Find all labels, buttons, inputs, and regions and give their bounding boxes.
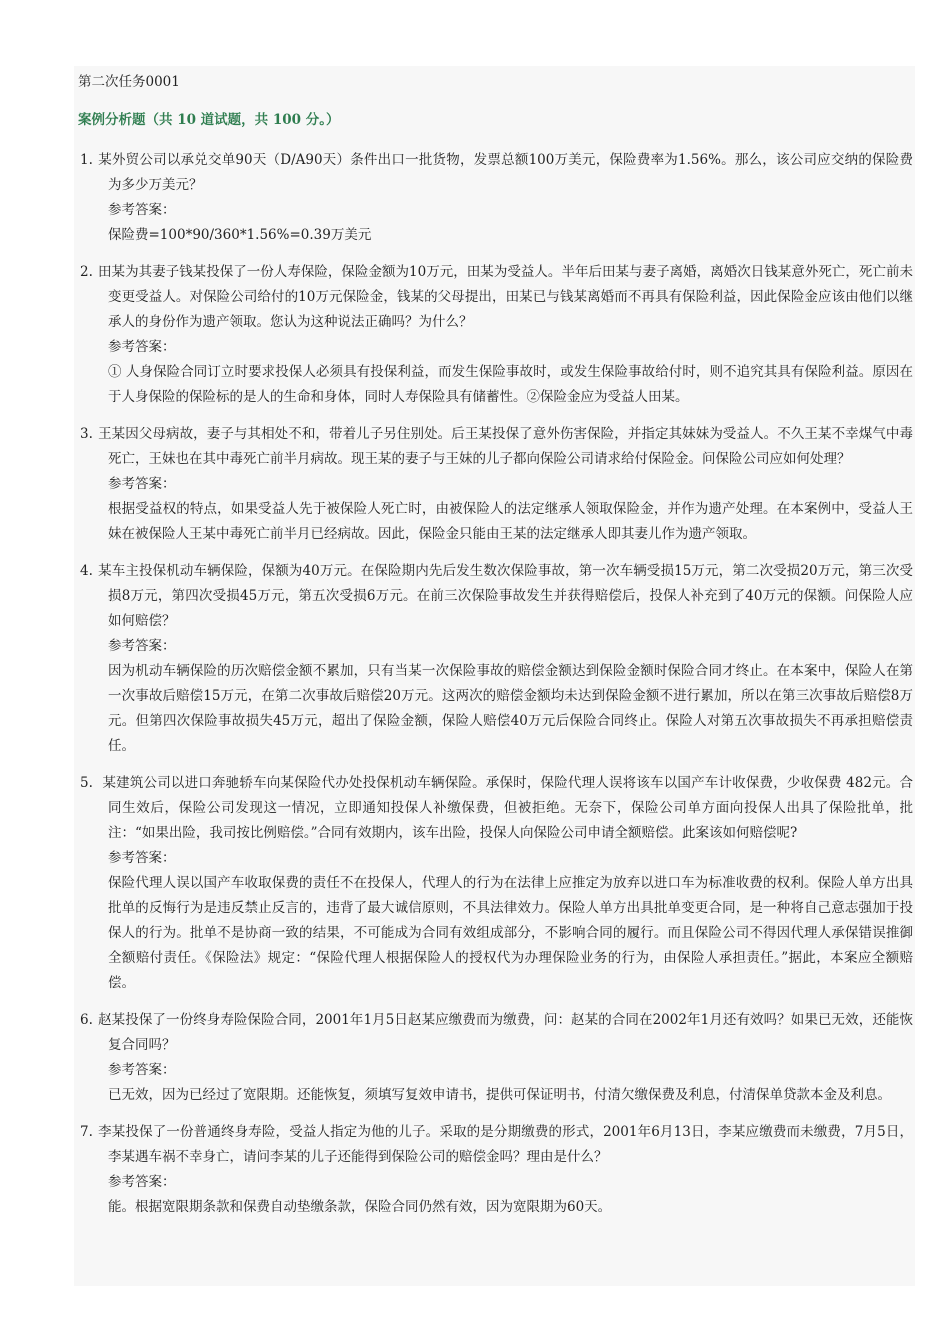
question-number: 6.	[80, 1012, 93, 1028]
answer-label: 参考答案：	[108, 1174, 176, 1190]
answer-label: 参考答案：	[108, 202, 176, 218]
question-body: 李某投保了一份普通终身寿险，受益人指定为他的儿子。采取的是分期缴费的形式，2001年6月13日，李某应缴费而未缴费，7月5日，李某遇车祸不幸身亡，请问李某的儿子还能得到保险公司的赔偿金吗？理由是什么？	[98, 1124, 913, 1165]
answer-text: 保险代理人误以国产车收取保费的责任不在投保人，代理人的行为在法律上应推定为放弃以进口车为标准收费的权利。保险人单方出具批单的反悔行为是违反禁止反言的，违背了最大诚信原则，不具法律效力。保险人单方出具批单变更合同，是一种将自己意志强加于投保人的行为。批单不是协商一致的结果，不可能成为合同有效组成部分，不影响合同的履行。而且保险公司不得因代理人承保错误推御全额赔付责任。《保险法》规定：“保险代理人根据保险人的授权代为办理保险业务的行为，由保险人承担责任。”据此，本案应全额赔偿。	[108, 875, 913, 991]
question-item	[78, 559, 913, 759]
answer-text: 因为机动车辆保险的历次赔偿金额不累加，只有当某一次保险事故的赔偿金额达到保险金额时保险合同才终止。在本案中，保险人在第一次事故后赔偿15万元，在第二次事故后赔偿20万元。这两次的赔偿金额均未达到保险金额不进行累加，所以在第三次事故后赔偿8万元。但第四次保险事故损失45万元，超出了保险金额，保险人赔偿40万元后保险合同终止。保险人对第五次事故损失不再承担赔偿责任。	[108, 663, 913, 754]
question-body: 某车主投保机动车辆保险，保额为40万元。在保险期内先后发生数次保险事故，第一次车辆受损15万元，第二次受损20万元，第三次受损8万元，第四次受损45万元，第五次受损6万元。在前三次保险事故发生并获得赔偿后，投保人补充到了40万元的保额。问保险人应如何赔偿？	[98, 563, 913, 629]
answer-label: 参考答案：	[108, 1062, 176, 1078]
answer-text: 能。根据宽限期条款和保费自动垫缴条款，保险合同仍然有效，因为宽限期为60天。	[108, 1199, 612, 1215]
answer-label: 参考答案：	[108, 850, 176, 866]
question-item	[78, 422, 913, 547]
question-number: 1.	[80, 152, 93, 168]
question-number: 2.	[80, 264, 93, 280]
answer-text: 根据受益权的特点，如果受益人先于被保险人死亡时，由被保险人的法定继承人领取保险金，并作为遗产处理。在本案例中，受益人王妹在被保险人王某中毒死亡前半月已经病故。因此，保险金只能由王某的法定继承人即其妻儿作为遗产领取。	[108, 501, 913, 542]
question-item	[78, 1120, 913, 1220]
question-text	[78, 148, 913, 198]
answer-label: 参考答案：	[108, 339, 176, 355]
question-number: 5.	[80, 775, 93, 791]
question-text	[78, 1008, 913, 1058]
question-text	[78, 559, 913, 634]
question-number: 4.	[80, 563, 93, 579]
question-body: 某外贸公司以承兑交单90天（D/A90天）条件出口一批货物，发票总额100万美元，保险费率为1.56%。那么，该公司应交纳的保险费为多少万美元？	[98, 152, 913, 193]
question-body: 王某因父母病故，妻子与其相处不和，带着儿子另住别处。后王某投保了意外伤害保险，并指定其妹妹为受益人。不久王某不幸煤气中毒死亡，王妹也在其中毒死亡前半月病故。现王某的妻子与王妹的儿子都向保险公司请求给付保险金。问保险公司应如何处理？	[98, 426, 913, 467]
question-text	[78, 771, 913, 846]
question-number: 3.	[80, 426, 93, 442]
question-body: 田某为其妻子钱某投保了一份人寿保险，保险金额为10万元，田某为受益人。半年后田某与妻子离婚，离婚次日钱某意外死亡，死亡前未变更受益人。对保险公司给付的10万元保险金，钱某的父母提出，田某已与钱某离婚而不再具有保险利益，因此保险金应该由他们以继承人的身份作为遗产领取。您认为这种说法正确吗？为什么？	[98, 264, 913, 330]
answer-label: 参考答案：	[108, 638, 176, 654]
question-body: 某建筑公司以进口奔驰轿车向某保险代办处投保机动车辆保险。承保时，保险代理人误将该车以国产车计收保费，少收保费 482元。合同生效后，保险公司发现这一情况，立即通知投保人补缴保费，但被拒绝。无奈下，保险公司单方面向投保人出具了保险批单，批注：“如果出险，我司按比例赔偿。”合同有效期内，该车出险，投保人向保险公司申请全额赔偿。此案该如何赔偿呢?	[98, 775, 913, 841]
answer-text: ① 人身保险合同订立时要求投保人必须具有投保利益，而发生保险事故时，或发生保险事故给付时，则不追究其具有保险利益。原因在于人身保险的保险标的是人的生命和身体，同时人寿保险具有储蓄性。②保险金应为受益人田某。	[108, 364, 913, 405]
document-title: 第二次任务0001	[78, 74, 180, 90]
question-item	[78, 1008, 913, 1108]
question-text	[78, 260, 913, 335]
answer-label: 参考答案：	[108, 476, 176, 492]
section-heading: 案例分析题（共 10 道试题，共 100 分。）	[78, 112, 340, 128]
question-body: 赵某投保了一份终身寿险保险合同，2001年1月5日赵某应缴费而为缴费，问：赵某的合同在2002年1月还有效吗？如果已无效，还能恢复合同吗？	[98, 1012, 913, 1053]
question-item	[78, 771, 913, 996]
document-page	[74, 66, 915, 1286]
question-item	[78, 148, 913, 248]
answer-text: 已无效，因为已经过了宽限期。还能恢复，须填写复效申请书，提供可保证明书，付清欠缴保费及利息，付清保单贷款本金及利息。	[108, 1087, 891, 1103]
question-text	[78, 1120, 913, 1170]
question-number: 7.	[80, 1124, 93, 1140]
answer-text: 保险费=100*90/360*1.56%=0.39万美元	[108, 227, 372, 243]
question-text	[78, 422, 913, 472]
question-item	[78, 260, 913, 410]
